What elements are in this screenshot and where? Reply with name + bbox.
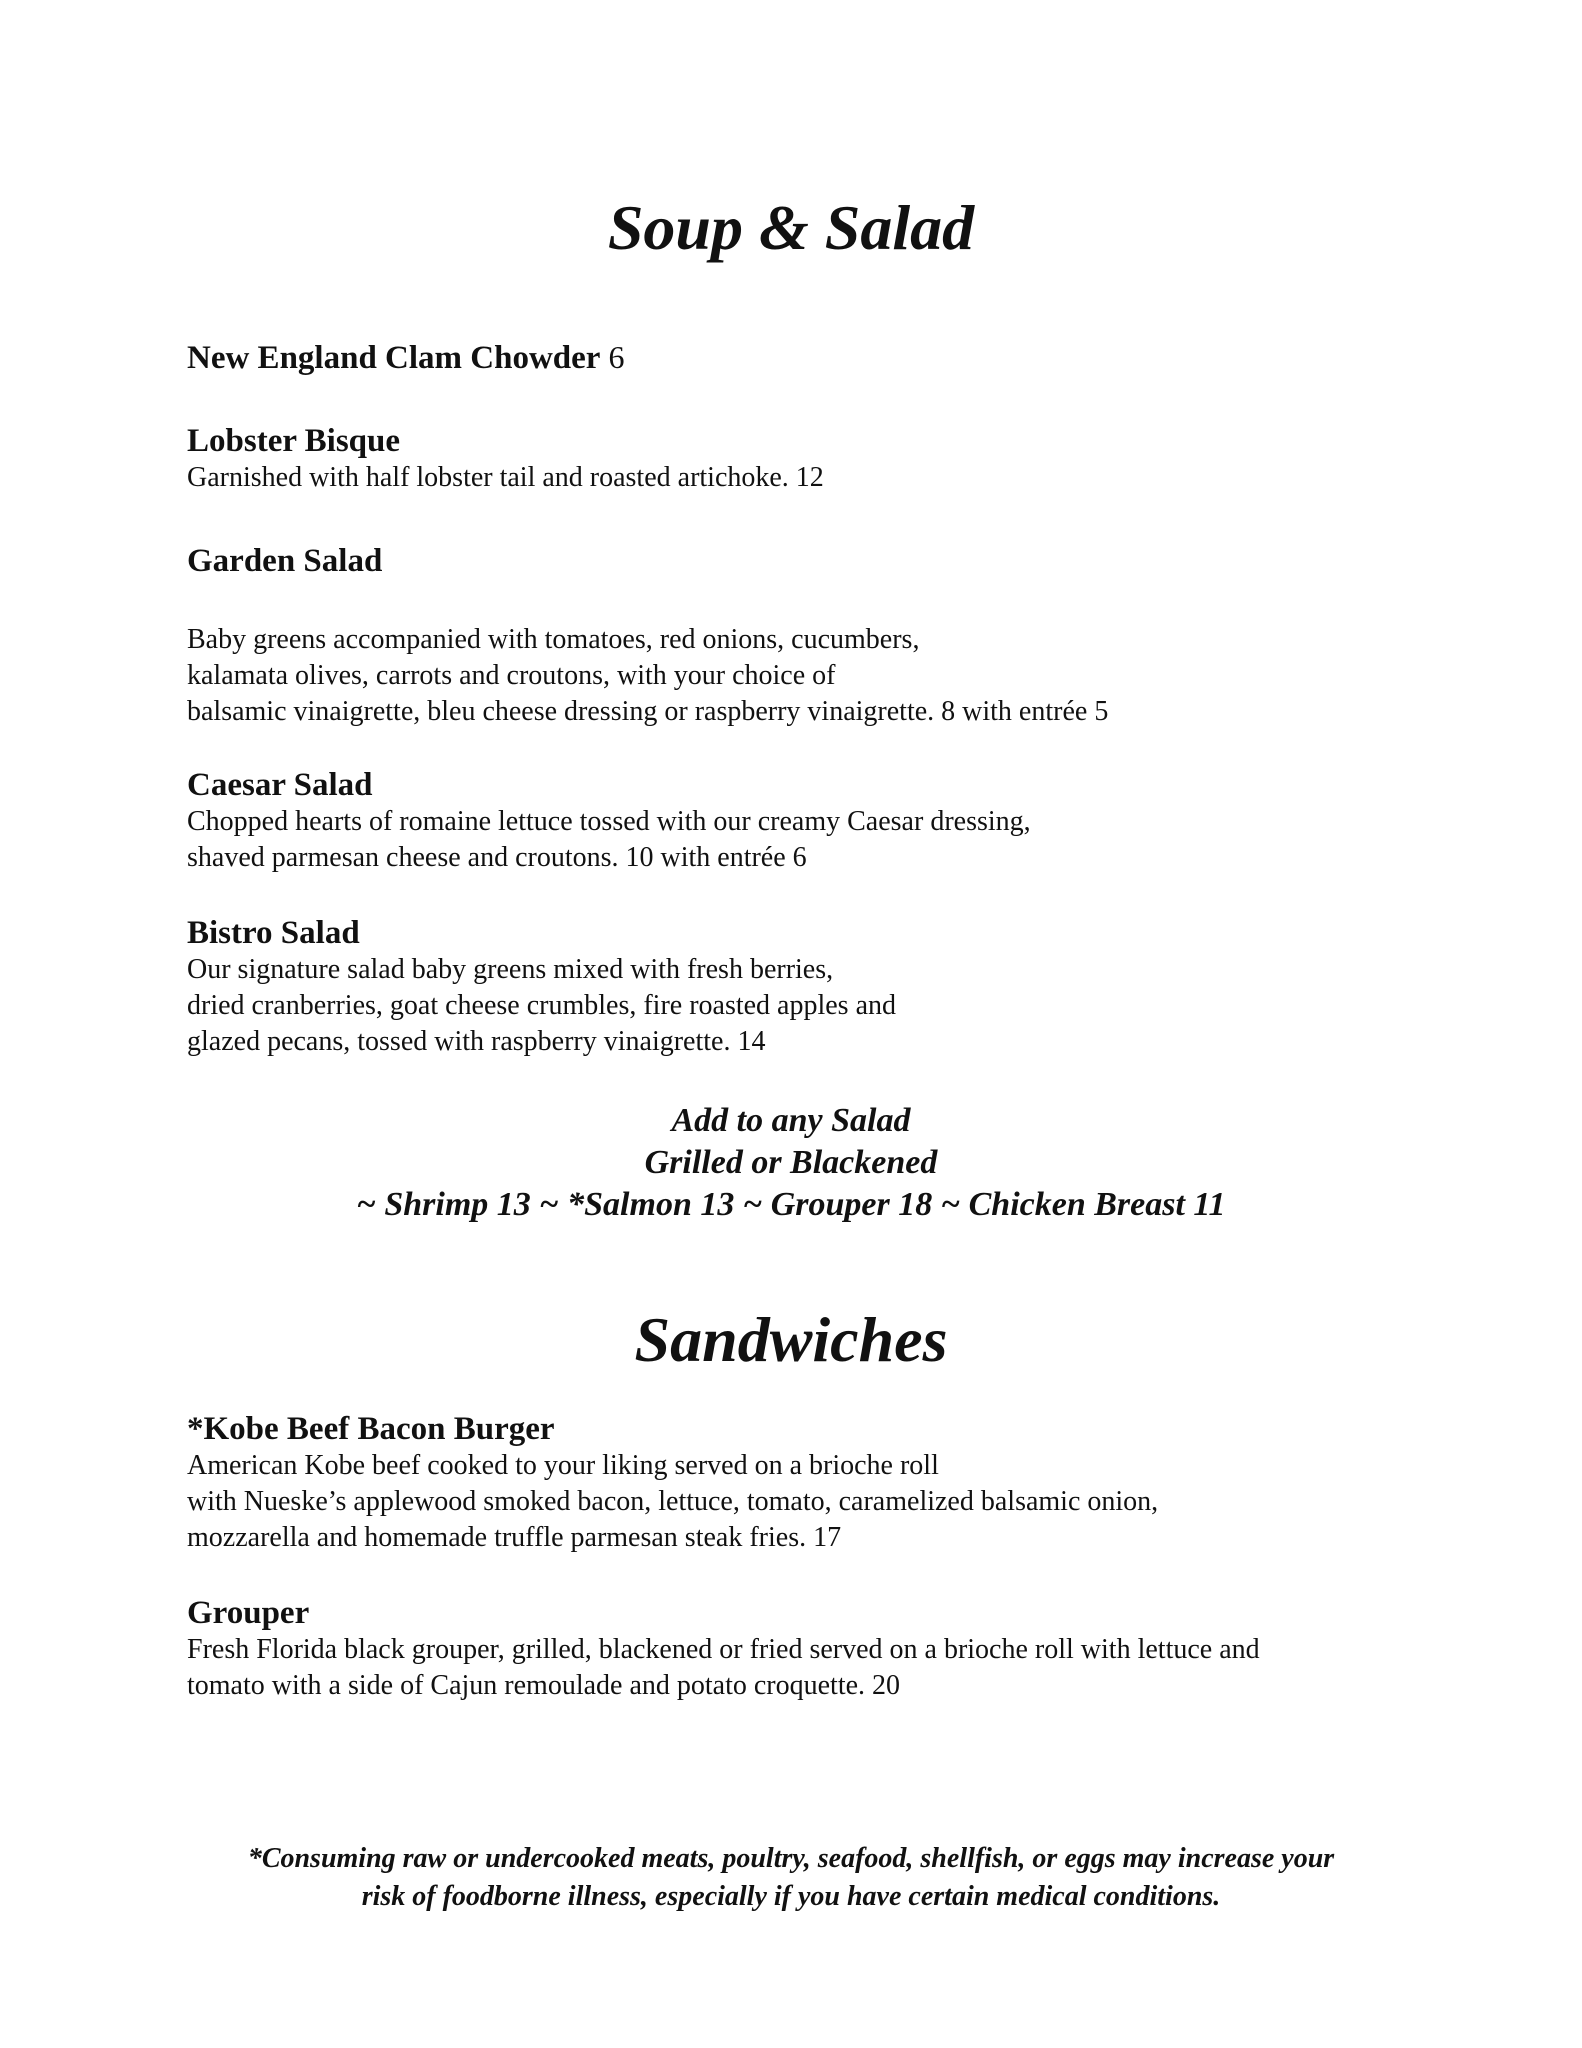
item-description: Fresh Florida black grouper, grilled, blackened or fried served on a brioche roll with lettuce and tomato with a side of Cajun remoulade and potato croquette. 20: [187, 1634, 1260, 1701]
item-name: Bistro Salad: [187, 915, 360, 951]
menu-item-kobe-burger: [187, 1410, 1487, 1556]
salad-addon-block: [0, 1100, 1582, 1226]
addon-line-1: Add to any Salad: [671, 1102, 911, 1139]
soup-salad-title: Soup & Salad: [607, 192, 975, 263]
food-safety-disclaimer: [150, 1840, 1432, 1916]
menu-item-clam-chowder: [187, 338, 1487, 377]
item-price: 6: [608, 339, 625, 375]
item-description: Chopped hearts of romaine lettuce tossed with our creamy Caesar dressing, shaved parmesan cheese and croutons. 10 with entrée 6: [187, 806, 1031, 873]
item-description: American Kobe beef cooked to your liking served on a brioche roll with Nueske’s applewood smoked bacon, lettuce, tomato, caramelized balsamic onion, mozzarella and homemade truffle parmesan steak fries. 17: [187, 1450, 1159, 1553]
item-description: Garnished with half lobster tail and roasted artichoke. 12: [187, 462, 824, 493]
menu-item-bistro-salad: [187, 914, 1487, 1060]
item-description: Baby greens accompanied with tomatoes, red onions, cucumbers, kalamata olives, carrots and croutons, with your choice of balsamic vinaigrette, bleu cheese dressing or raspberry vinaigrette. 8 with entrée 5: [187, 624, 1109, 727]
item-name: Lobster Bisque: [187, 423, 401, 459]
addon-line-2: Grilled or Blackened: [644, 1144, 938, 1181]
sandwiches-title: Sandwiches: [634, 1304, 948, 1375]
menu-item-garden-salad: [187, 542, 1487, 580]
item-name: New England Clam Chowder: [187, 340, 601, 376]
garden-salad-description-block: [187, 622, 1487, 730]
disclaimer-line-2: risk of foodborne illness, especially if you have certain medical conditions.: [361, 1881, 1221, 1912]
item-name: Garden Salad: [187, 543, 383, 579]
disclaimer-line-1: *Consuming raw or undercooked meats, poultry, seafood, shellfish, or eggs may increase your: [247, 1843, 1335, 1874]
item-name: Grouper: [187, 1595, 310, 1631]
menu-item-caesar-salad: [187, 766, 1487, 876]
item-name: Caesar Salad: [187, 767, 373, 803]
item-description: Our signature salad baby greens mixed with fresh berries, dried cranberries, goat cheese crumbles, fire roasted apples and glazed pecans, tossed with raspberry vinaigrette. 14: [187, 954, 897, 1057]
addon-line-3: ~ Shrimp 13 ~ *Salmon 13 ~ Grouper 18 ~ Chicken Breast 11: [356, 1186, 1226, 1223]
menu-item-lobster-bisque: [187, 422, 1487, 496]
menu-item-grouper-sandwich: [187, 1594, 1487, 1704]
item-name: *Kobe Beef Bacon Burger: [187, 1411, 555, 1447]
